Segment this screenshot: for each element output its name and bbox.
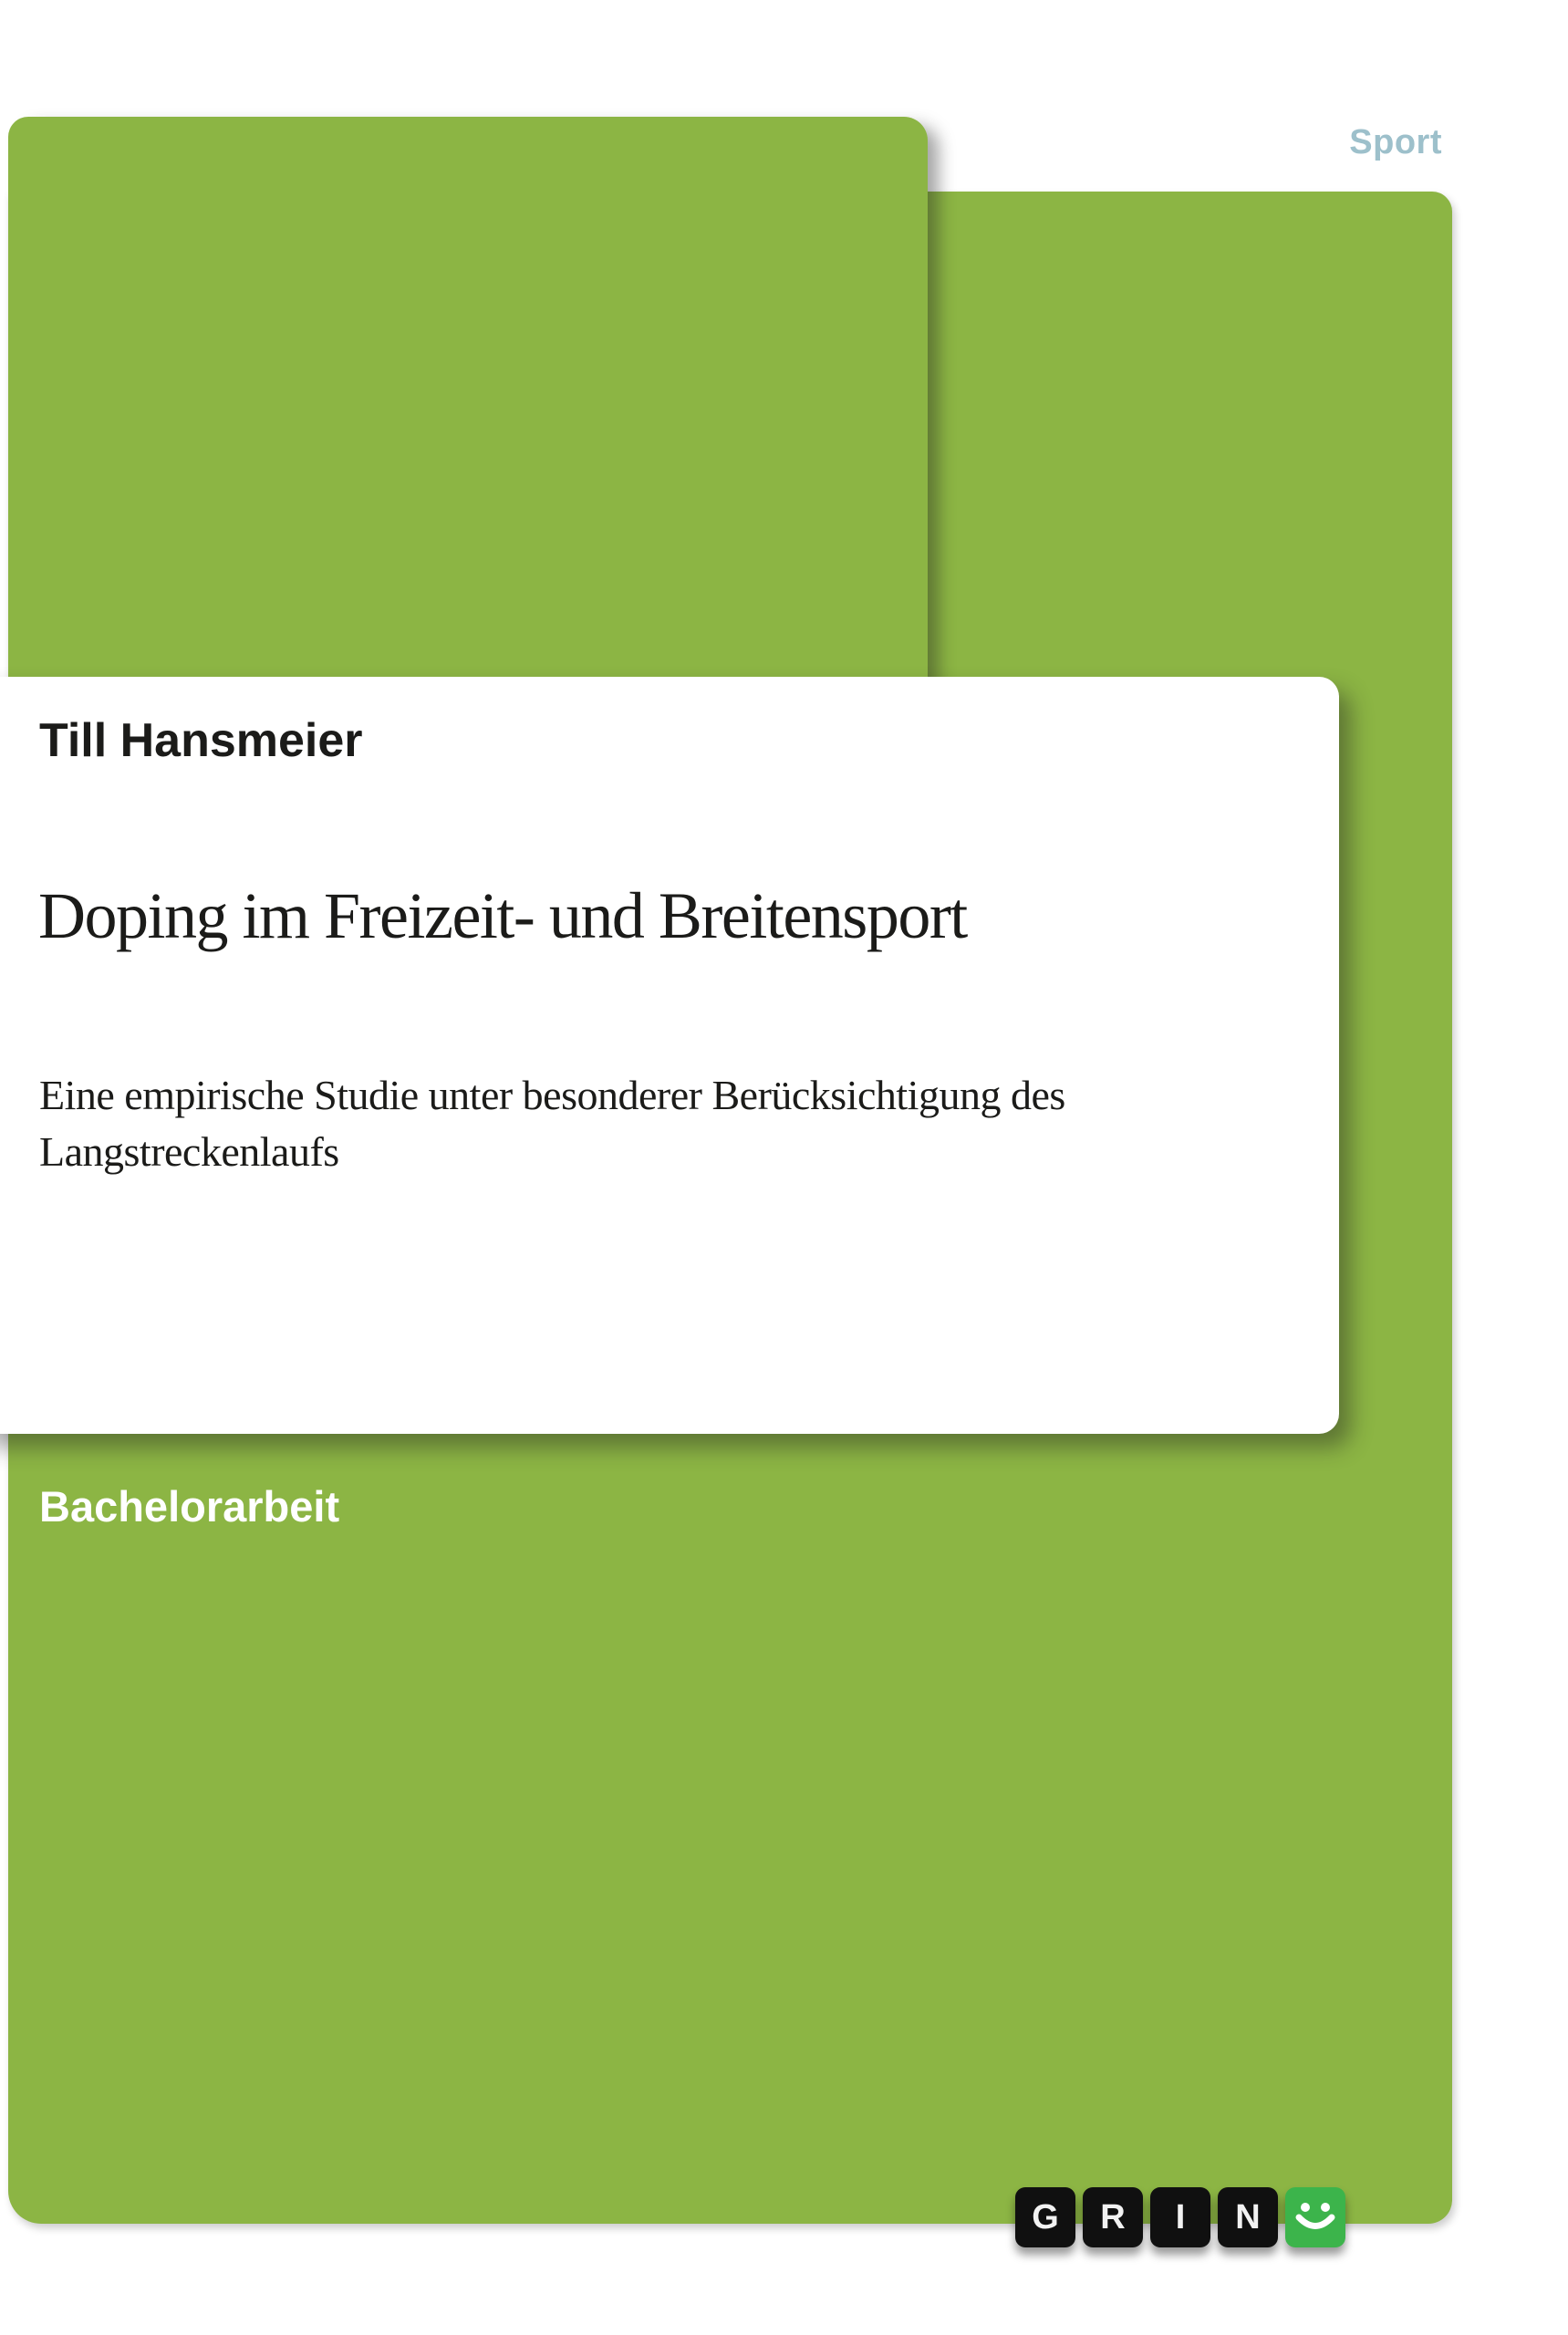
category-label: Sport bbox=[1349, 123, 1442, 161]
smiley-icon bbox=[1285, 2187, 1345, 2247]
subtitle: Eine empirische Studie unter besonderer Berücksichtigung des Langstreckenlaufs bbox=[39, 1072, 1065, 1175]
logo-letter-i: I bbox=[1150, 2187, 1210, 2247]
author-name: Till Hansmeier bbox=[39, 714, 363, 767]
green-top-panel bbox=[8, 117, 928, 755]
title-card bbox=[0, 677, 1339, 1434]
document-type-label: Bachelorarbeit bbox=[39, 1482, 340, 1531]
grin-logo bbox=[1015, 2187, 1345, 2247]
page-title: Doping im Freizeit- und Breitensport bbox=[38, 879, 967, 952]
logo-letter-n: N bbox=[1218, 2187, 1278, 2247]
logo-letter-g: G bbox=[1015, 2187, 1075, 2247]
logo-letter-r: R bbox=[1083, 2187, 1143, 2247]
